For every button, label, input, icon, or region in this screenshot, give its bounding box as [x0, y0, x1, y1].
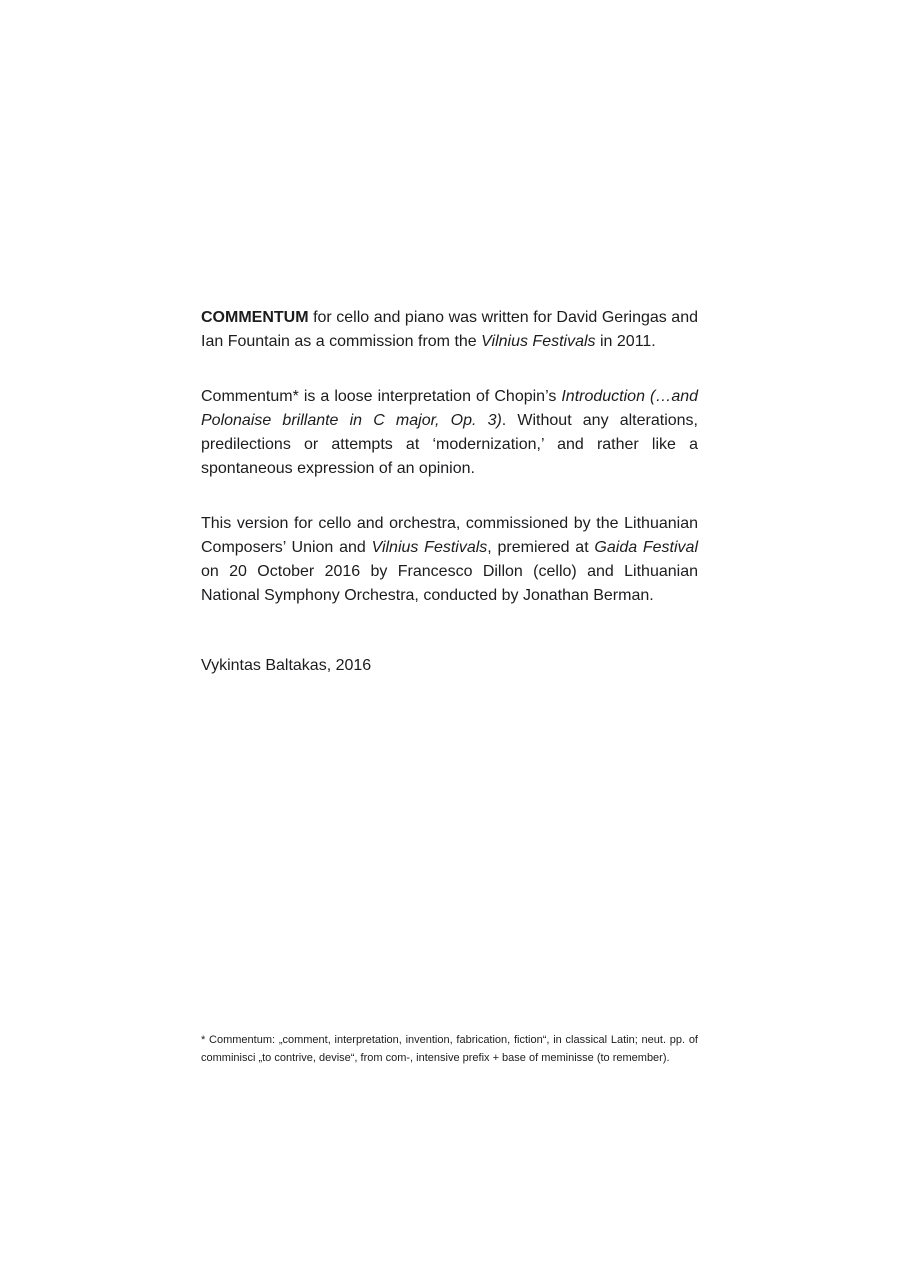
work-title: COMMENTUM [201, 309, 309, 326]
footnote: * Commentum: „comment, interpretation, invention, fabrication, fiction“, in classical Latin; neut. pp. of comminisci „to contrive, devise“, from com-, intensive prefix + base of meminisse (to remember). [201, 1034, 698, 1064]
version-text-1: This version for cello and orchestra, commissioned by the Lithuanian Composers’ Union and [201, 515, 698, 556]
author-signature: Vykintas Baltakas, 2016 [201, 657, 372, 674]
gaida-festival-name: Gaida Festival [594, 539, 699, 556]
version-text-2: , premiered at [487, 539, 595, 556]
intro-text-2: in 2011. [595, 333, 656, 350]
version-text-3: on 20 October 2016 by Francesco Dillon (cello) and Lithuanian National Symphony Orchestra, conducted by Jonathan Berman. [201, 539, 707, 604]
intro-text-1: for cello and piano was written for David Geringas and Ian Fountain as a commission from the [201, 309, 698, 350]
intro-paragraph [201, 306, 698, 354]
chopin-work-title: Introduction (…and Polonaise brillante in C major, Op. 3) [201, 388, 699, 429]
version-paragraph [201, 512, 707, 608]
festival-name-2: Vilnius Festivals [371, 539, 488, 556]
interpretation-paragraph [201, 385, 698, 481]
interpretation-text-2: . Without any alterations, predilections or attempts at ‘modernization,’ and rather like a spontaneous expression of an opinion. [201, 412, 698, 477]
interpretation-text-1: Commentum* is a loose interpretation of Chopin’s [201, 388, 562, 405]
festival-name: Vilnius Festivals [481, 333, 596, 350]
